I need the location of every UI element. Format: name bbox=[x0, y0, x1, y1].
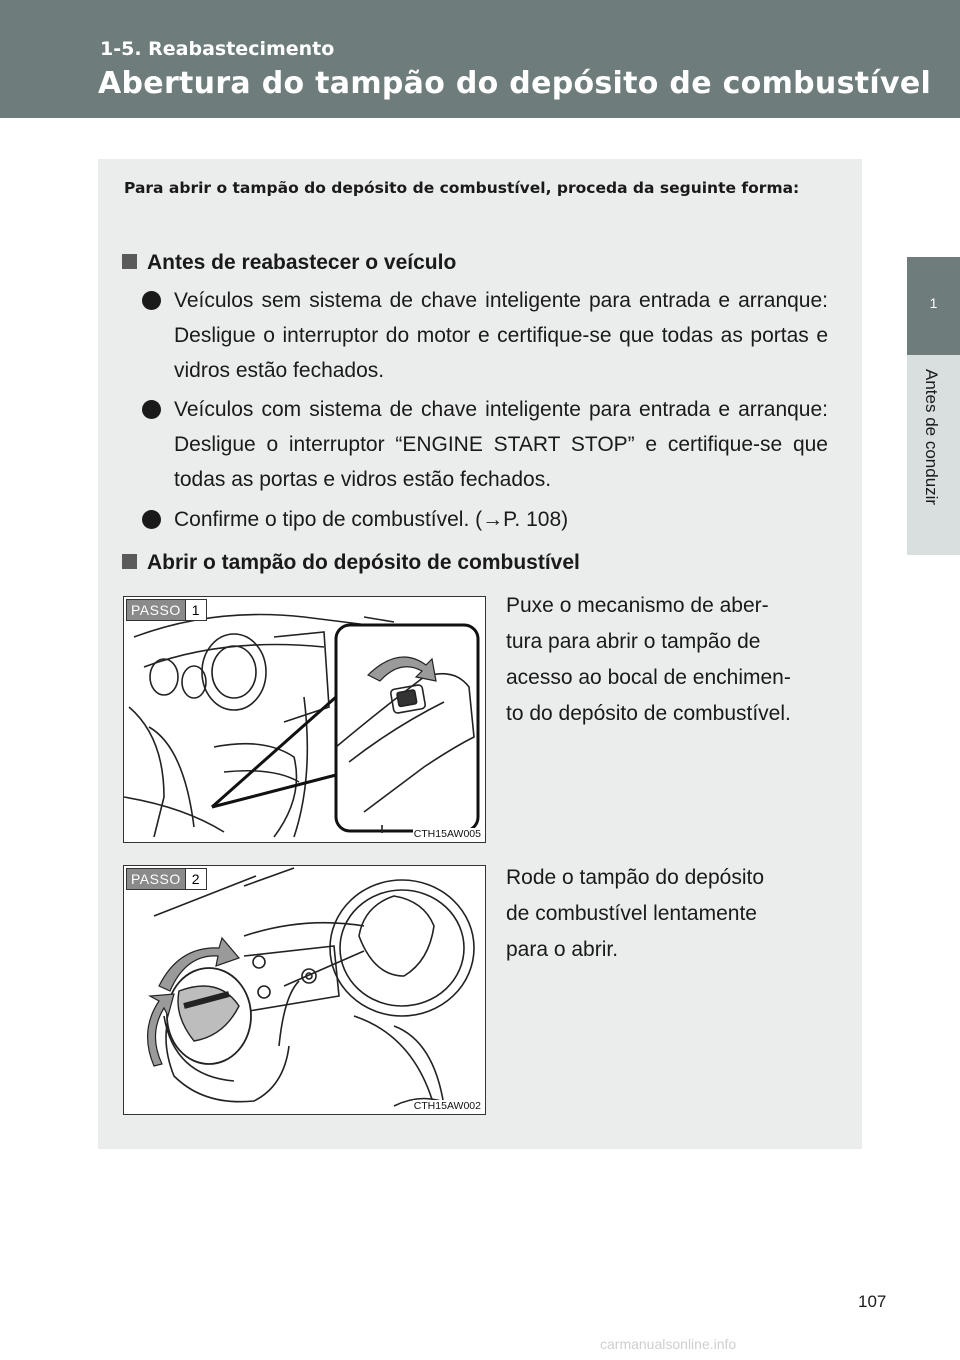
bullet-item: Veículos com sistema de chave inteligente para entrada e arranque: Desligue o interruptor “ENGINE START STOP” e certifique-se que todas as portas e vidros estão fechados. bbox=[142, 392, 828, 497]
section-label: 1-5. Reabastecimento bbox=[100, 38, 335, 60]
bullet-dot-icon bbox=[142, 510, 161, 529]
intro-text: Para abrir o tampão do depósito de combustível, proceda da seguinte forma: bbox=[124, 179, 800, 197]
interior-release-lever-illustration bbox=[124, 597, 486, 843]
page-header bbox=[0, 0, 960, 118]
figure-code: CTH15AW002 bbox=[413, 1100, 481, 1112]
step2-instruction: Rode o tampão do depósito de combustível lentamente para o abrir. bbox=[506, 866, 765, 961]
step1-badge: PASSO 1 bbox=[126, 599, 207, 621]
chapter-title: Antes de conduzir bbox=[922, 369, 941, 506]
step1-illustration bbox=[123, 596, 486, 843]
fuel-cap-rotation-illustration bbox=[124, 866, 486, 1115]
content-panel bbox=[98, 159, 862, 1149]
watermark: carmanualsonline.info bbox=[600, 1336, 737, 1352]
figure-code: CTH15AW005 bbox=[413, 828, 481, 840]
bullet-dot-icon bbox=[142, 400, 161, 419]
page-title: Abertura do tampão do depósito de combustível bbox=[98, 66, 932, 101]
bullet-dot-icon bbox=[142, 291, 161, 310]
chapter-title-tab bbox=[907, 355, 960, 555]
chapter-number: 1 bbox=[929, 295, 938, 311]
step1-instruction: Puxe o mecanismo de aber- tura para abrir o tampão de acesso ao bocal de enchimen- to do depósito de combustível. bbox=[506, 594, 791, 725]
step2-badge: PASSO 2 bbox=[126, 868, 207, 890]
section-heading-open-cap: Abrir o tampão do depósito de combustível bbox=[122, 551, 580, 575]
chapter-tab[interactable] bbox=[907, 257, 960, 355]
bullet-item: Veículos sem sistema de chave inteligente para entrada e arranque: Desligue o interruptor do motor e certifique-se que todas as portas e vidros estão fechados. bbox=[142, 283, 828, 388]
step2-illustration bbox=[123, 865, 486, 1115]
bullet-item: Confirme o tipo de combustível. (→P. 108) bbox=[142, 502, 828, 537]
square-bullet-icon bbox=[122, 254, 137, 269]
section-heading-before-refuel: Antes de reabastecer o veículo bbox=[122, 251, 456, 275]
page-number: 107 bbox=[858, 1292, 887, 1311]
square-bullet-icon bbox=[122, 554, 137, 569]
